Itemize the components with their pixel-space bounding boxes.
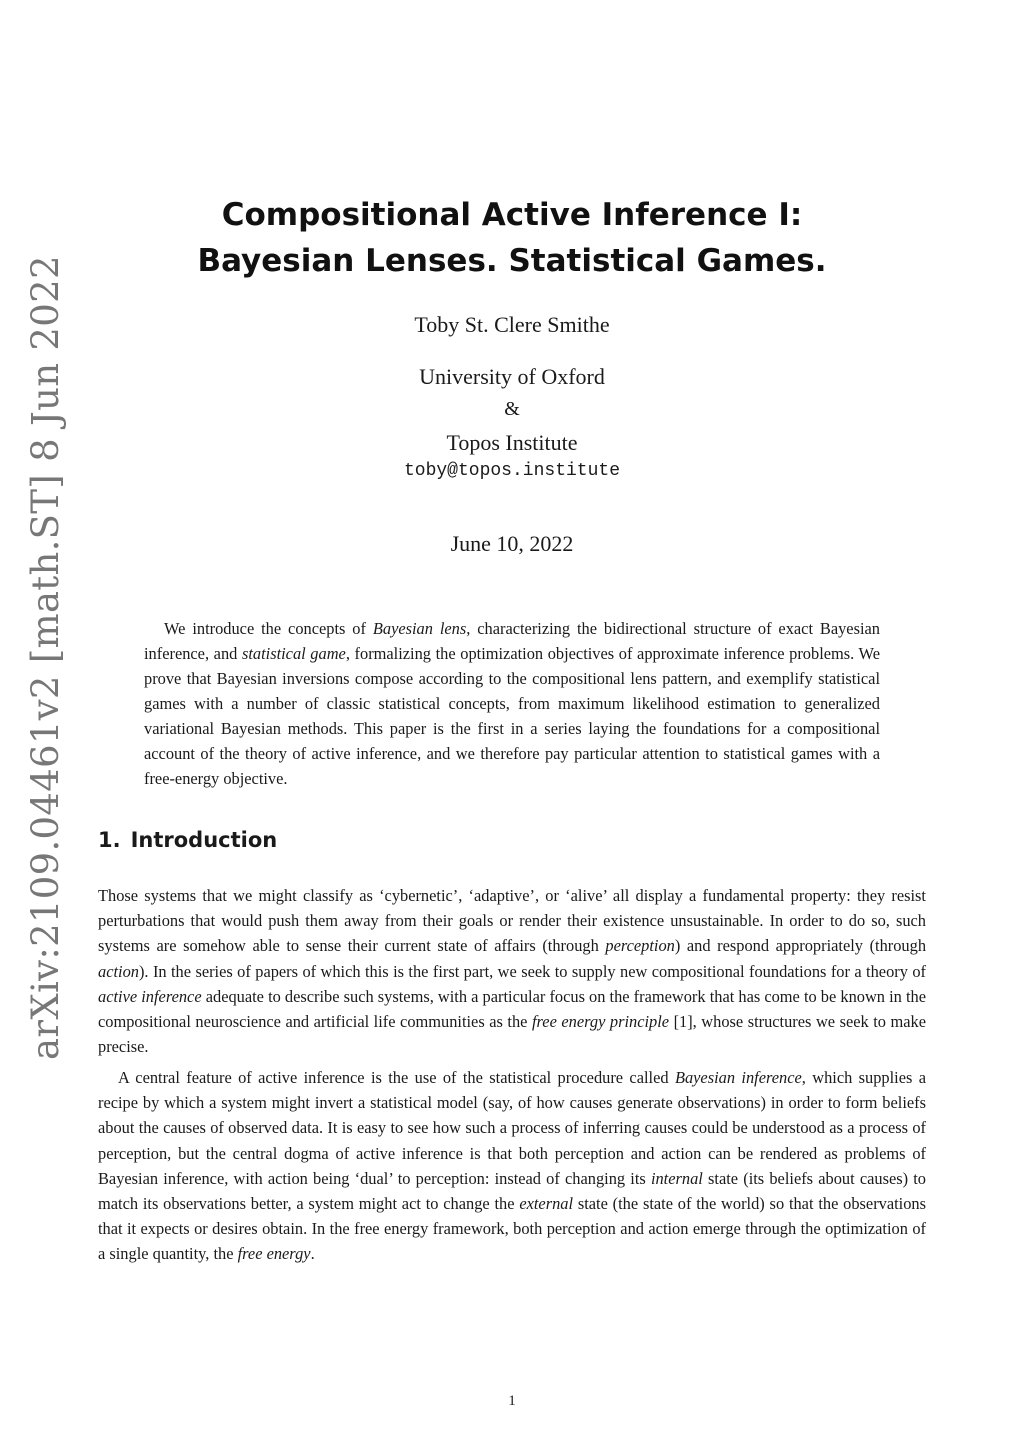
intro-paragraph-2 <box>98 1065 926 1267</box>
arxiv-identifier: arXiv:2109.04461v2 [math.ST] 8 Jun 2022 <box>24 255 67 1060</box>
paragraph-text: . <box>310 1244 315 1264</box>
abstract <box>144 616 880 791</box>
affiliation-topos: Topos Institute <box>446 430 578 455</box>
title-line-1: Compositional Active Inference I: <box>221 197 803 233</box>
paragraph-text: state (its beliefs about causes) to match its observations better, a system might act to change the <box>98 1168 926 1214</box>
affiliation-separator: & <box>504 398 520 420</box>
paragraph-text: adequate to describe such systems, with a particular focus on the framework that has come to be known in the compositional neuroscience and artificial life communities as the <box>98 986 926 1032</box>
author-name: Toby St. Clere Smithe <box>414 312 610 337</box>
paragraph-emphasis: active inference <box>98 986 202 1006</box>
abstract-text: , formalizing the optimization objectives of approximate inference problems. We prove that Bayesian inversions compose according to the compositional lens pattern, and exemplify statistical games with a number of classic statistical concepts, from maximum likelihood estimation to generalized variational Bayesian methods. This paper is the first in a series laying the foundations for a compositional account of the theory of active inference, and we therefore pay particular attention to statistical games with a free-energy objective. <box>144 644 880 788</box>
page-number: 1 <box>508 1393 516 1409</box>
paragraph-emphasis: external <box>519 1194 574 1214</box>
paragraph-emphasis: internal <box>650 1168 703 1188</box>
abstract-text: We introduce the concepts of <box>164 619 373 638</box>
paragraph-text: Those systems that we might classify as ‘cybernetic’, ‘adaptive’, or ‘alive’ all display a fundamental property: they resist perturbations that would push them away from their goals or render their existence unsustainable. In order to do so, such systems are somehow able to sense their current state of affairs (through <box>98 886 926 956</box>
paper-title <box>0 192 1024 284</box>
paragraph-text: [1], whose structures we seek to make precise. <box>98 1012 926 1057</box>
paragraph-emphasis: free energy principle <box>531 1012 670 1032</box>
paragraph-text: ). In the series of papers of which this is the first part, we seek to supply new compositional foundations for a theory of <box>138 961 926 981</box>
paragraph-emphasis: Bayesian inference <box>674 1068 802 1087</box>
abstract-text: , characterizing the bidirectional structure of exact Bayesian inference, and <box>144 619 880 663</box>
paragraph-text: ) and respond appropriately (through <box>674 936 927 956</box>
intro-paragraph-1 <box>98 883 926 1059</box>
section-number: 1. <box>98 828 121 852</box>
paragraph-text: A central feature of active inference is the use of the statistical procedure called <box>118 1068 675 1087</box>
publication-date: June 10, 2022 <box>450 531 574 556</box>
paragraph-emphasis: perception <box>605 936 675 956</box>
title-line-2: Bayesian Lenses. Statistical Games. <box>197 243 827 279</box>
paragraph-text: , which supplies a recipe by which a system might invert a statistical model (say, of how causes generate observations) in order to form beliefs about the causes of observed data. It is easy to see how such a process of inferring causes could be understood as a process of perception, but the central dogma of active inference is that both perception and action can be rendered as problems of Bayesian inference, with action being ‘dual’ to perception: instead of changing its <box>98 1068 927 1188</box>
author-email: toby@topos.institute <box>403 461 621 481</box>
section-heading-introduction <box>98 828 277 852</box>
abstract-emphasis: statistical game <box>241 644 346 663</box>
paragraph-emphasis: free energy <box>237 1244 311 1264</box>
paragraph-emphasis: action <box>98 961 139 981</box>
abstract-emphasis: Bayesian lens <box>372 619 467 638</box>
section-title: Introduction <box>130 828 278 852</box>
paragraph-text: state (the state of the world) so that the observations that it expects or desires obtain. In the free energy framework, both perception and action emerge through the optimization of a single quantity, the <box>98 1194 926 1264</box>
affiliation-oxford: University of Oxford <box>419 364 605 389</box>
